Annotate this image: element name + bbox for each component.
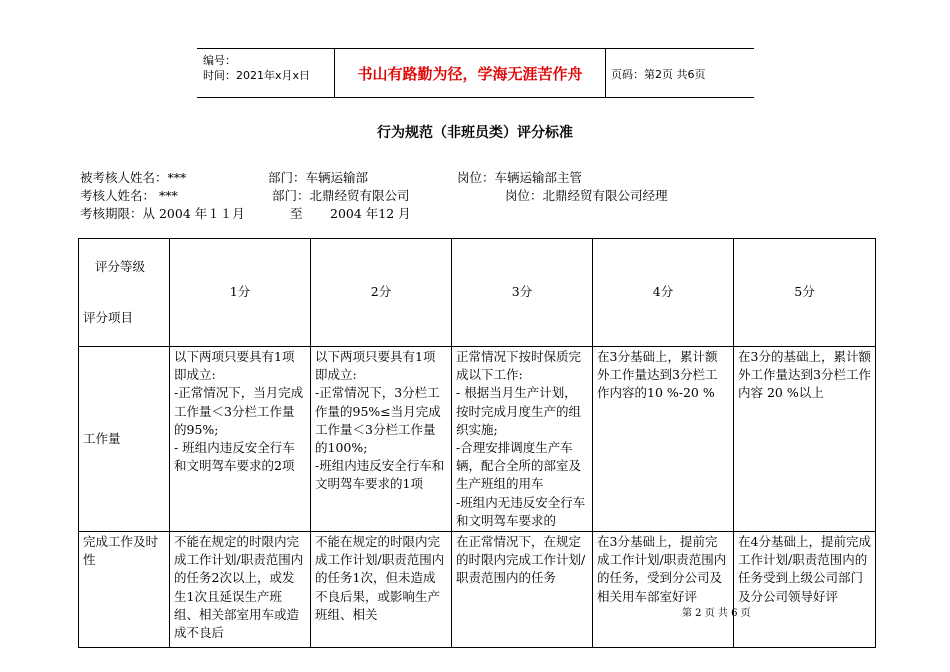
header-page-number: 页码：第2页 共6页 xyxy=(611,68,706,81)
row-label: 工作量 xyxy=(79,347,170,532)
page-title: 行为规范（非班员类）评分标准 xyxy=(377,125,573,141)
corner-grade-label: 评分等级 xyxy=(95,259,146,275)
cell-text: 在3分基础上，提前完成工作计划/职责范围内的任务，受到分公司及相关用车部室好评 xyxy=(597,534,727,604)
scoring-table xyxy=(78,238,876,648)
table-cell xyxy=(734,532,876,648)
cell-text: 不能在规定的时限内完成工作计划/职责范围内的任务1次，但未造成不良后果，或影响生产班组、相关 xyxy=(315,534,445,622)
header-motto: 书山有路勤为径，学海无涯苦作舟 xyxy=(357,65,583,83)
cell-text: 正常情况下按时保质完成以下工作: - 根据当月生产计划，按时完成月度生产的组织实施; -合理安排调度生产车辆，配合全所的部室及生产班组的用车 -班组内无违反安全行车和文明驾车要求的 xyxy=(456,349,586,528)
table-cell xyxy=(593,532,734,648)
grade-header: 1分 xyxy=(170,239,311,347)
assessed-name: 被考核人姓名：*** xyxy=(80,170,187,185)
cell-text: 在正常情况下，在规定的时限内完成工作计划/职责范围内的任务 xyxy=(456,534,586,586)
grade-header: 5分 xyxy=(734,239,876,347)
page-footer: 第 2 页 共 6 页 xyxy=(682,608,751,619)
table-cell xyxy=(311,347,452,532)
table-cell xyxy=(170,532,311,648)
table-cell xyxy=(452,532,593,648)
header-time: 时间：2021年x月x日 xyxy=(203,69,311,82)
table-corner-cell xyxy=(79,239,170,347)
header-code: 编号： xyxy=(203,54,236,67)
table-cell xyxy=(593,347,734,532)
assessor-name: 考核人姓名： *** xyxy=(80,188,178,203)
table-row xyxy=(79,347,876,532)
grade-header: 4分 xyxy=(593,239,734,347)
cell-text: 在3分的基础上，累计额外工作量达到3分栏工作内容 20 %以上 xyxy=(738,349,871,401)
assessed-post: 岗位：车辆运输部主管 xyxy=(457,170,583,185)
assessed-dept: 部门：车辆运输部 xyxy=(268,170,369,185)
assessment-period: 考核期限：从 2004 年１１月 xyxy=(80,206,245,221)
assessor-dept: 部门：北鼎经贸有限公司 xyxy=(272,188,410,203)
corner-item-label: 评分项目 xyxy=(83,309,134,325)
cell-text: 不能在规定的时限内完成工作计划/职责范围内的任务2次以上，或发生1次且延误生产班组、相关部室用车或造成不良后 xyxy=(174,534,304,641)
table-header-row xyxy=(79,239,876,347)
assessment-period-to: 至 xyxy=(290,206,303,221)
cell-text: 以下两项只要具有1项即成立: -正常情况下，当月完成工作量＜3分栏工作量的95%; - 班组内违反安全行车和文明驾车要求的2项 xyxy=(174,349,304,474)
assessor-post: 岗位：北鼎经贸有限公司经理 xyxy=(505,188,668,203)
table-cell xyxy=(452,347,593,532)
header-divider xyxy=(605,49,606,97)
assessment-period-end: 2004 年12 月 xyxy=(330,206,411,221)
cell-text: 在4分基础上，提前完成工作计划/职责范围内的任务受到上级公司部门及分公司领导好评 xyxy=(738,534,871,604)
cell-text: 在3分基础上，累计额外工作量达到3分栏工作内容的10 %-20 % xyxy=(597,349,718,401)
header-meta xyxy=(203,53,310,83)
table-cell xyxy=(734,347,876,532)
row-label: 完成工作及时性 xyxy=(79,532,170,648)
cell-text: 以下两项只要具有1项即成立: -正常情况下，3分栏工作量的95%≤当月完成工作量＜3分栏工作量的100%; -班组内违反安全行车和文明驾车要求的1项 xyxy=(315,349,445,492)
grade-header: 2分 xyxy=(311,239,452,347)
table-cell xyxy=(311,532,452,648)
table-row xyxy=(79,532,876,648)
grade-header: 3分 xyxy=(452,239,593,347)
table-cell xyxy=(170,347,311,532)
page-header xyxy=(197,48,754,98)
